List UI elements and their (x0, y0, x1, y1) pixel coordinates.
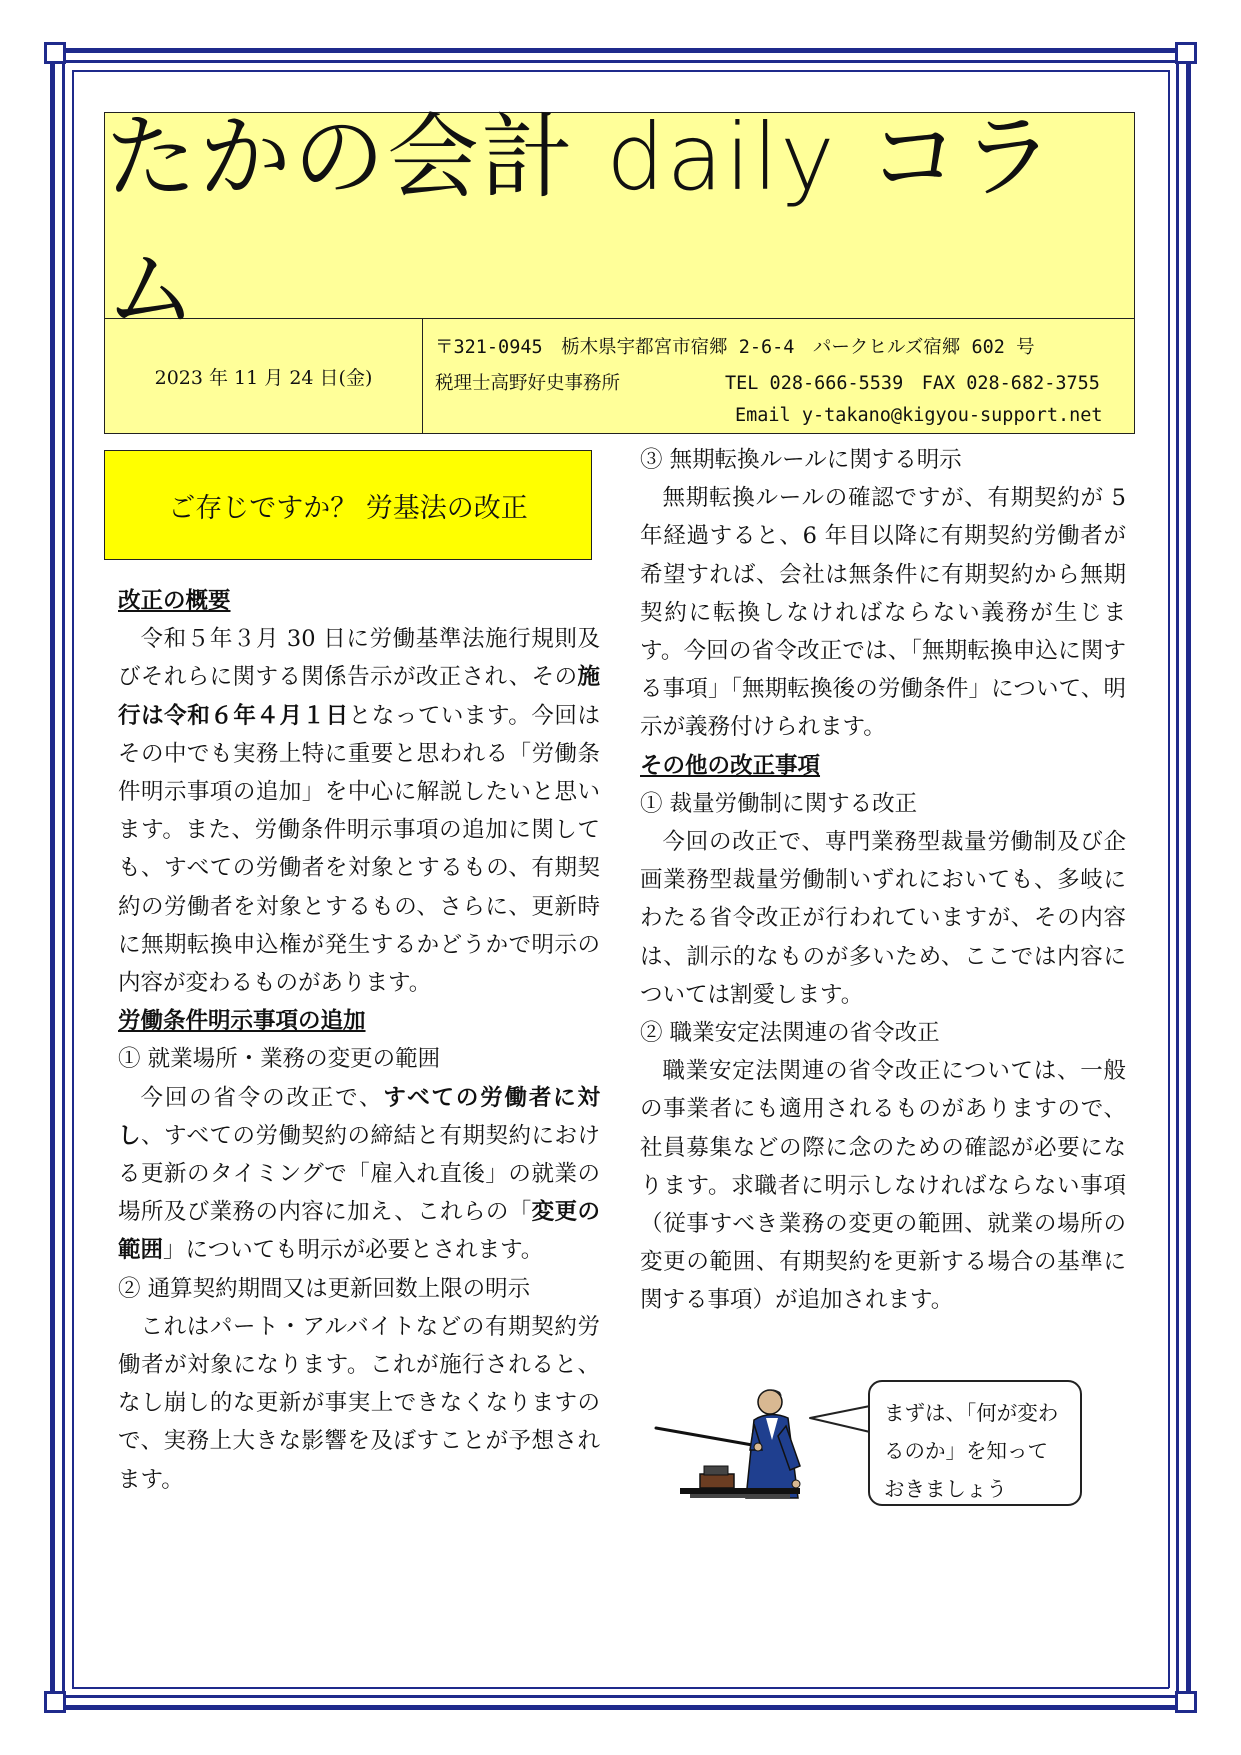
newsletter-header (104, 103, 1135, 434)
office-email: Email y-takano@kigyou-support.net (735, 405, 1103, 426)
office-address: 〒321-0945 栃木県宇都宮市宿郷 2-6-4 パークヒルズ宿郷 602 号 (435, 337, 1035, 358)
item-title-contract-limit: ② 通算契約期間又は更新回数上限の明示 (118, 1275, 531, 1302)
office-name: 税理士高野好史事務所 (435, 373, 621, 394)
article-title: ご存じですか？ 労基法の改正 (104, 450, 592, 560)
item-text-contract-limit: これはパート・アルバイトなどの有期契約労働者が対象になります。これが施行されると、なし崩し的な更新が事実上できなくなりますので、実務上大きな影響を及ぼすことが予想されます。 (118, 1313, 600, 1493)
left-column (118, 582, 600, 1499)
section-heading-overview: 改正の概要 (118, 588, 231, 614)
frame-corner-bl (44, 1691, 66, 1713)
item-text-discretionary-work: 今回の改正で、専門業務型裁量労働制及び企画業務型裁量労働制いずれにおいても、多岐にわたる省令改正が行われていますが、その内容は、訓示的なものが多いため、ここでは内容については割愛します。 (640, 829, 1126, 1008)
workplace-bold-scope: 変更の範囲 (118, 1199, 600, 1264)
office-info (435, 325, 1125, 429)
lecturer-with-pointer-icon (650, 1380, 820, 1530)
workplace-text-c: 」についても明示が必要とされます。 (163, 1237, 544, 1264)
item-text-employment-security: 職業安定法関連の省令改正については、一般の事業者にも適用されるものがありますので、社員募集などの際に念のための確認が必要になります。求職者に明示しなければならない事項（従事すべき業務の変更の範囲、就業の場所の変更の範囲、有期契約を更新する場合の基準に関する事項）が追加されます。 (640, 1058, 1126, 1314)
frame-hairline-top (72, 70, 1169, 72)
item-title-discretionary-work: ① 裁量労働制に関する改正 (640, 790, 918, 817)
overview-paragraph (118, 620, 600, 1002)
overview-effective-date: 施行は令和６年４月１日 (118, 664, 600, 729)
speech-bubble-tail (808, 1400, 874, 1440)
workplace-text-a: 今回の省令の改正で、 (140, 1084, 384, 1111)
masthead (105, 103, 1134, 343)
overview-text-b: となっています。今回はその中でも実務上特に重要と思われる「労働条件明示事項の追加」を中心に解説したいと思います。また、労働条件明示事項の追加に関しても、すべての労働者を対象とするもの、有期契約の労働者を対象とするもの、さらに、更新時に無期転換申込権が発生するかどうかで明示の内容が変わるものがあります。 (118, 702, 600, 997)
section-heading-other: その他の改正事項 (640, 752, 821, 779)
item-text-indefinite-rule: 無期転換ルールの確認ですが、有期契約が 5 年経過すると、6 年目以降に有期契約労働者が希望すれば、会社は無条件に有期契約から無期契約に転換しなければならない義務が生じます。今回の省令改正では、「無期転換申込に関する事項」「無期転換後の労働条件」について、明示が義務付けられます。 (640, 485, 1126, 741)
item-title-indefinite-rule: ③ 無期転換ルールに関する明示 (640, 447, 962, 473)
item-title-employment-security: ② 職業安定法関連の省令改正 (640, 1020, 940, 1047)
frame-corner-tr (1175, 42, 1197, 64)
frame-hairline-right (1168, 70, 1170, 1688)
speech-bubble: まずは、「何が変わるのか」を知っておきましょう (868, 1380, 1082, 1506)
workplace-text-b: 、すべての労働契約の締結と有期契約における更新のタイミングで「雇入れ直後」の就業の場所及び業務の内容に加え、これらの「 (118, 1122, 600, 1226)
workplace-bold-all-workers: すべての労働者に対し (118, 1084, 600, 1149)
office-tel-fax: TEL 028-666-5539 FAX 028-682-3755 (725, 373, 1100, 394)
section-heading-additions: 労働条件明示事項の追加 (118, 1008, 366, 1035)
overview-text-a: 令和５年３月 30 日に労働基準法施行規則及びそれらに関する関係告示が改正され、その (118, 626, 600, 691)
frame-corner-tl (44, 42, 66, 64)
right-column (640, 441, 1126, 1320)
masthead-title: たかの会計 daily コラム (105, 103, 1056, 343)
issue-date: 2023 年 11 月 24 日(金) (105, 319, 423, 433)
frame-hairline-left (72, 70, 74, 1688)
item-title-workplace-scope: ① 就業場所・業務の変更の範囲 (118, 1046, 441, 1073)
frame-hairline-bottom (72, 1687, 1169, 1689)
frame-corner-br (1175, 1691, 1197, 1713)
item-text-workplace-scope (118, 1079, 600, 1270)
